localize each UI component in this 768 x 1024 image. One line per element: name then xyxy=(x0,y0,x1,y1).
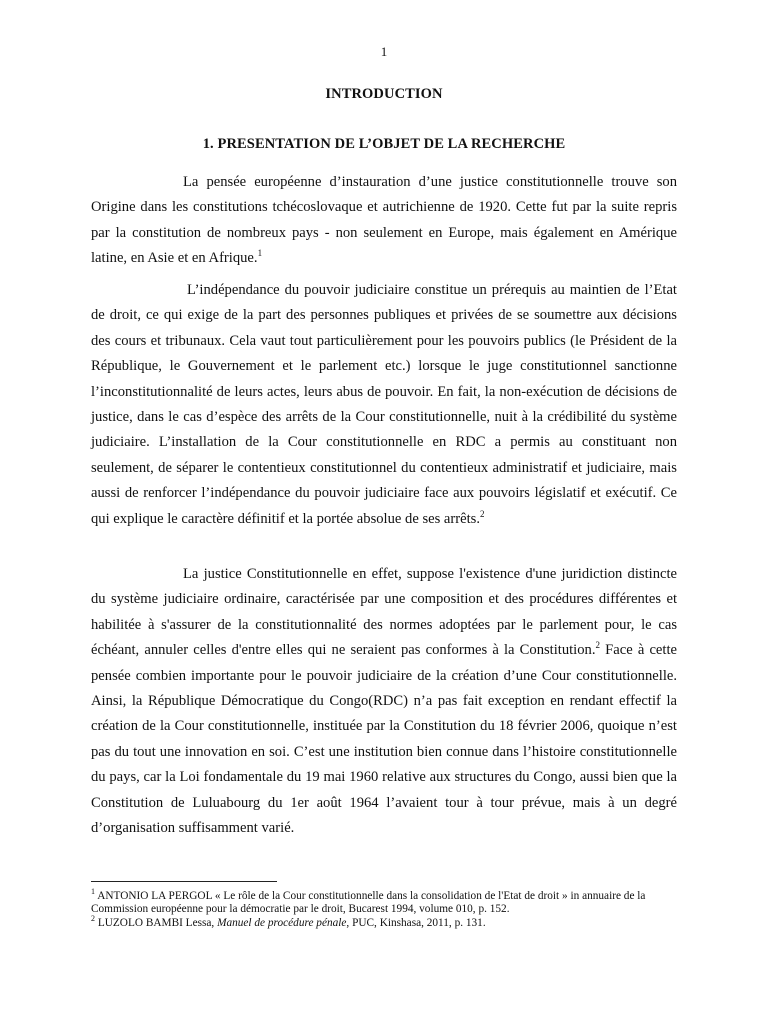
footnote-1 xyxy=(91,887,681,916)
chapter-title: INTRODUCTION xyxy=(325,86,443,102)
body-paragraph-3 xyxy=(91,562,677,846)
footnote-number: 1 xyxy=(91,887,95,897)
footnote-marker: 1 xyxy=(257,248,263,259)
paragraph-text xyxy=(91,278,677,532)
footnote-number: 2 xyxy=(91,914,95,924)
footnote-text: LUZOLO BAMBI Lessa, xyxy=(95,917,218,930)
footnote-separator xyxy=(91,881,277,882)
paragraph-text xyxy=(91,562,677,841)
footnote-marker: 2 xyxy=(480,508,485,519)
paragraph-3-text-b: Face à cette pensée combien importante pour le pouvoir judiciaire de la création d’une Cour constitutionnelle. Ainsi, la République Démocratique du Congo(RDC) n’a pas fait exception en rendant effectif la création de la Cour constitutionnelle, instituée par la Constitution du 18 février 2006, quoique n’est pas du tout une innovation en soi. C’est une institution bien connue dans l’histoire constitutionnelle du pays, car la Loi fondamentale du 19 mai 1960 relative aux structures du Congo, aussi bien que la Constitution de Luluabourg du 1er août 1964 l’avaient tour à tour prévue, mais à un degré d’organisation suffisamment varié. xyxy=(91,642,677,837)
body-paragraph-1 xyxy=(91,170,677,277)
paragraph-1-text: La pensée européenne d’instauration d’une justice constitutionnelle trouve son Origine dans les constitutions tchécoslovaque et autrichienne de 1920. Cette fut par la suite repris par la constitution de nombreux pays - non seulement en Europe, mais également en Amérique latine, en Asie et en Afrique. xyxy=(91,174,677,267)
page-number: 1 xyxy=(380,44,388,59)
footnotes xyxy=(91,887,681,932)
paragraph-3-text-a: La justice Constitutionnelle en effet, suppose l'existence d'une juridiction distincte du système judiciaire ordinaire, caractérisée par une composition et des procédures différentes et habilitée à s'assurer de la constitutionnalité des normes adoptées par le parlement pour, le cas échéant, annuler celles d'entre elles qui ne seraient pas conformes à la Constitution. xyxy=(91,566,677,659)
footnote-2 xyxy=(91,914,681,930)
paragraph-2-text: L’indépendance du pouvoir judiciaire constitue un prérequis au maintien de l’Etat de droit, ce qui exige de la part des personnes publiques et privées de se soumettre aux décisions des cours et tribunaux. Cela vaut tout particulièrement pour les pouvoirs publics (le Président de la République, le Gouvernement et le parlement etc.) lorsque le juge constitutionnel sanctionne l’inconstitutionnalité de leurs actes, leurs abus de pouvoir. En fait, la non-exécution de décisions de justice, dans le cas d’espèce des arrêts de la Cour constitutionnelle, nuit à la crédibilité du système judiciaire. L’installation de la Cour constitutionnelle en RDC a permis au constituant non seulement, de séparer le contentieux constitutionnel du contentieux administratif et judiciaire, mais aussi de renforcer l’indépendance du pouvoir judiciaire face aux pouvoirs législatif et exécutif. Ce qui explique le caractère définitif et la portée absolue de ses arrêts. xyxy=(91,282,677,527)
body-paragraph-2 xyxy=(91,278,677,537)
section-title: 1. PRESENTATION DE L’OBJET DE LA RECHERCHE xyxy=(202,136,566,152)
footnote-text: , PUC, Kinshasa, 2011, p. 131. xyxy=(346,917,486,930)
footnote-book-title: Manuel de procédure pénale xyxy=(217,917,347,930)
footnote-marker: 2 xyxy=(595,640,600,651)
paragraph-text xyxy=(91,170,677,272)
footnote-text: ANTONIO LA PERGOL « Le rôle de la Cour constitutionnelle dans la consolidation de l'Etat de droit » in annuaire de la Commission européenne pour la démocratie par le droit, Bucarest 1994, volume 010, p. 152. xyxy=(91,890,646,916)
